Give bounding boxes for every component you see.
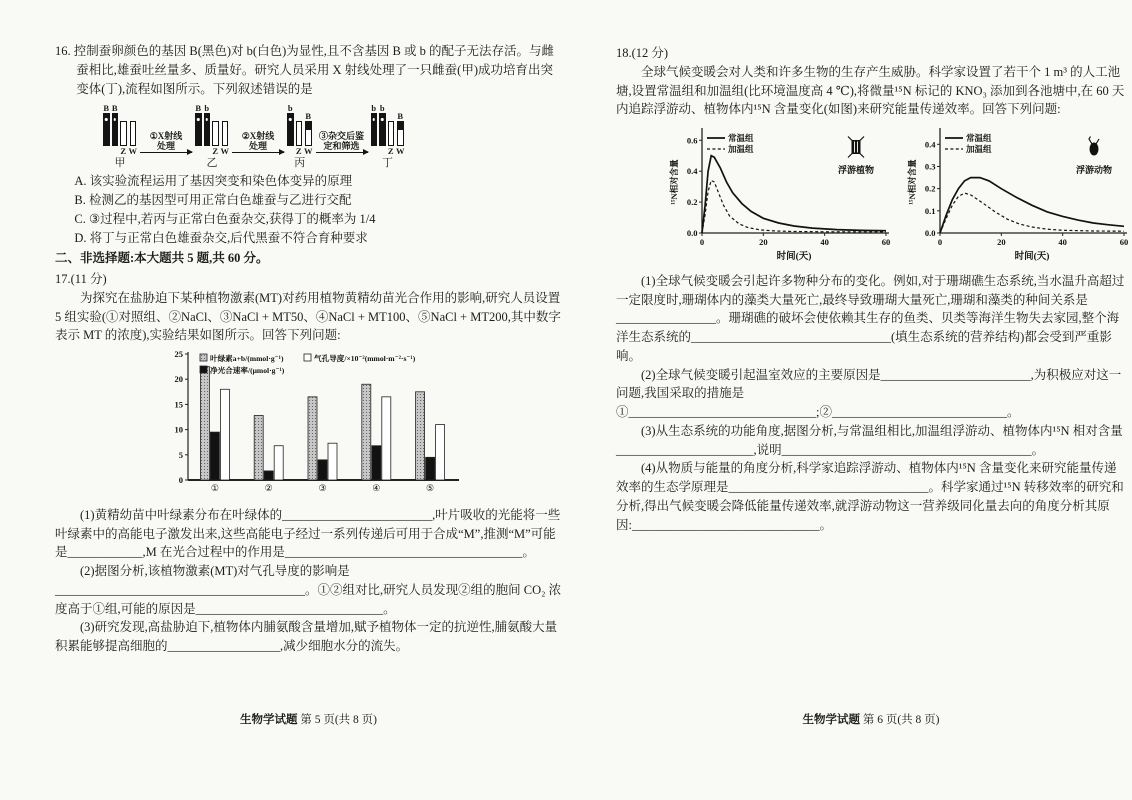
svg-text:加温组: 加温组 <box>966 144 992 154</box>
svg-text:0.6: 0.6 <box>686 135 698 146</box>
svg-text:时间(天): 时间(天) <box>776 252 812 262</box>
question-17-intro: 为探究在盐胁迫下某种植物激素(MT)对药用植物黄精幼苗光合作用的影响,研究人员设置 5 组实验(①对照组、②NaCl、③NaCl + MT50、④NaCl + MT100、⑤NaCl + MT200,其中数字表示 MT 的浓度),实验结果如图所示。回答下列问题: <box>55 290 561 343</box>
page-5-footer <box>55 712 562 729</box>
svg-text:20: 20 <box>174 374 183 385</box>
svg-text:常温组: 常温组 <box>966 133 992 143</box>
question-17-sub3: (3)研究发现,高盐胁迫下,植物体内脯氨酸含量增加,赋予植物体一定的抗逆性,脯氨酸大量积累能够提高细胞的__________________,减少细胞水分的流失。 <box>55 620 558 654</box>
svg-text:5: 5 <box>178 449 183 460</box>
svg-text:时间(天): 时间(天) <box>1014 252 1050 262</box>
svg-text:0.0: 0.0 <box>686 228 698 238</box>
svg-text:0: 0 <box>699 237 705 247</box>
footer-page-number: 第 6 页(共 8 页) <box>862 714 940 726</box>
svg-text:0.2: 0.2 <box>924 183 936 194</box>
question-18-number: 18.(12 分) <box>616 46 669 60</box>
question-18-sub1: (1)全球气候变暖会引起许多物种分布的变化。例如,对于珊瑚礁生态系统,当水温升高超过一定限度时,珊瑚体内的藻类大量死亡,最终导致珊瑚大量死亡,珊瑚和藻类的种间关系是________________。珊瑚礁的破坏会使依赖其生存的鱼类、贝类等海洋生物失去家园,整个海洋生态系统的________________________________(填生态系统的营养结构)都会受到严重影响。 <box>616 273 1125 363</box>
question-17-number: 17.(11 分) <box>55 272 107 287</box>
svg-text:40: 40 <box>820 237 829 247</box>
question-16-stem: 16. 控制蚕卵颜色的基因 B(黑色)对 b(白色)为显性,且不含基因 B 或 b 的配子无法存活。与雌蚕相比,雄蚕吐丝量多、质量好。研究人员采用 X 射线处理了一只雌蚕(甲)成功培育出突变体(丁),流程如图所示。下列叙述错误的是 <box>55 44 554 96</box>
svg-text:③: ③ <box>318 483 327 494</box>
footer-title: 生物学试题 <box>239 714 298 726</box>
svg-text:加温组: 加温组 <box>728 144 754 154</box>
svg-text:20: 20 <box>997 237 1006 247</box>
svg-text:常温组: 常温组 <box>728 133 754 143</box>
zooplankton-chart <box>906 123 1132 269</box>
option-a: A. 该实验流程运用了基因突变和染色体变异的原理 <box>74 174 353 189</box>
section-2-header: 二、非选择题:本大题共 5 题,共 60 分。 <box>55 251 269 266</box>
question-18-intro: 全球气候变暖会对人类和许多生物的生存产生威胁。科学家设置了若干个 1 m³ 的人工池塘,设置常温组和加温组(比环境温度高 4 ℃),将微量¹⁵N 标记的 KNO₃ 添加到各池塘中,在 60 天内追踪浮游动、植物体内¹⁵N 含量变化(如图)来研究能量传递效率。回答下列问题: <box>616 64 1125 117</box>
svg-text:0.4: 0.4 <box>686 166 698 177</box>
svg-text:25: 25 <box>174 349 183 360</box>
svg-text:叶绿素a+b/(mmol·g⁻¹): 叶绿素a+b/(mmol·g⁻¹) <box>210 354 284 364</box>
svg-text:40: 40 <box>1058 237 1067 247</box>
svg-text:②: ② <box>264 483 273 494</box>
svg-text:0.4: 0.4 <box>924 139 936 150</box>
svg-text:20: 20 <box>759 237 768 247</box>
svg-text:¹⁵N相对含量: ¹⁵N相对含量 <box>669 159 679 205</box>
option-c: C. ③过程中,若丙与正常白色蚕杂交,获得丁的概率为 1/4 <box>74 211 376 226</box>
svg-text:①: ① <box>210 483 219 494</box>
question-18-sub4: (4)从物质与能量的角度分析,科学家追踪浮游动、植物体内¹⁵N 含量变化来研究能量传递效率的生态学原理是________________________________。科学家通过¹⁵N 转移效率的研究和分析,得出气候变暖会降低能量传递效率,就浮游动物这一营养级同化量去向的角度分析其原因:______________________________。 <box>616 461 1124 532</box>
silkworm-breeding-diagram: B B Z W 甲 ①X射线 处理 B b Z W 乙 ②X射线 处理 b Z B W 丙 ③杂交后鉴 定和筛选 b b Z B W 丁 <box>103 103 405 170</box>
svg-text:浮游植物: 浮游植物 <box>837 165 875 175</box>
svg-text:⑤: ⑤ <box>426 483 435 494</box>
svg-text:④: ④ <box>372 483 381 494</box>
svg-text:气孔导度/×10⁻²(mmol·m⁻²·s⁻¹): 气孔导度/×10⁻²(mmol·m⁻²·s⁻¹) <box>314 354 416 364</box>
svg-text:0.2: 0.2 <box>686 197 698 208</box>
footer-page-number: 第 5 页(共 8 页) <box>300 714 378 726</box>
question-17-sub1: (1)黄精幼苗中叶绿素分布在叶绿体的________________________,叶片吸收的光能将一些叶绿素中的高能电子激发出来,这些高能电子经过一系列传递后可用于合成“M”,推测“M”可能是____________,M 在光合过程中的作用是______________________________________。 <box>55 507 561 560</box>
svg-text:10: 10 <box>174 424 183 435</box>
n15-line-charts <box>668 123 1129 269</box>
svg-text:0.0: 0.0 <box>924 228 936 238</box>
page-5-column <box>55 42 562 656</box>
svg-text:0.1: 0.1 <box>924 205 936 216</box>
question-16-options <box>74 172 562 247</box>
svg-text:净光合速率/(μmol·g⁻¹): 净光合速率/(μmol·g⁻¹) <box>210 366 285 376</box>
svg-text:¹⁵N相对含量: ¹⁵N相对含量 <box>907 159 917 205</box>
page-6-footer <box>616 712 1126 729</box>
svg-text:60: 60 <box>1119 237 1129 247</box>
svg-text:15: 15 <box>174 399 183 410</box>
svg-text:0: 0 <box>178 475 183 486</box>
question-18-sub2: (2)全球气候变暖引起温室效应的主要原因是________________________,为积极应对这一问题,我国采取的措施是①______________________________;②____________________________。 <box>616 367 1122 419</box>
svg-text:0.3: 0.3 <box>924 161 936 172</box>
phytoplankton-chart <box>668 123 894 269</box>
question-18-sub3: (3)从生态系统的功能角度,据图分析,与常温组相比,加温组浮游动、植物体内¹⁵N 相对含量______________________,说明________________________________________。 <box>616 423 1123 457</box>
mt-bar-chart <box>161 348 562 504</box>
question-17-sub2: (2)据图分析,该植物激素(MT)对气孔导度的影响是________________________________________。①②组对比,研究人员发现②组的胞间 CO₂ 浓度高于①组,可能的原因是______________________________。 <box>55 564 562 616</box>
svg-text:60: 60 <box>881 237 891 247</box>
page-6-column <box>616 42 1129 534</box>
option-b: B. 检测乙的基因型可用正常白色雄蚕与乙进行交配 <box>74 193 352 208</box>
footer-title: 生物学试题 <box>802 714 860 726</box>
svg-text:0: 0 <box>937 237 943 247</box>
svg-text:浮游动物: 浮游动物 <box>1075 165 1113 175</box>
option-d: D. 将丁与正常白色雄蚕杂交,后代黑蚕不符合育种要求 <box>74 230 368 245</box>
